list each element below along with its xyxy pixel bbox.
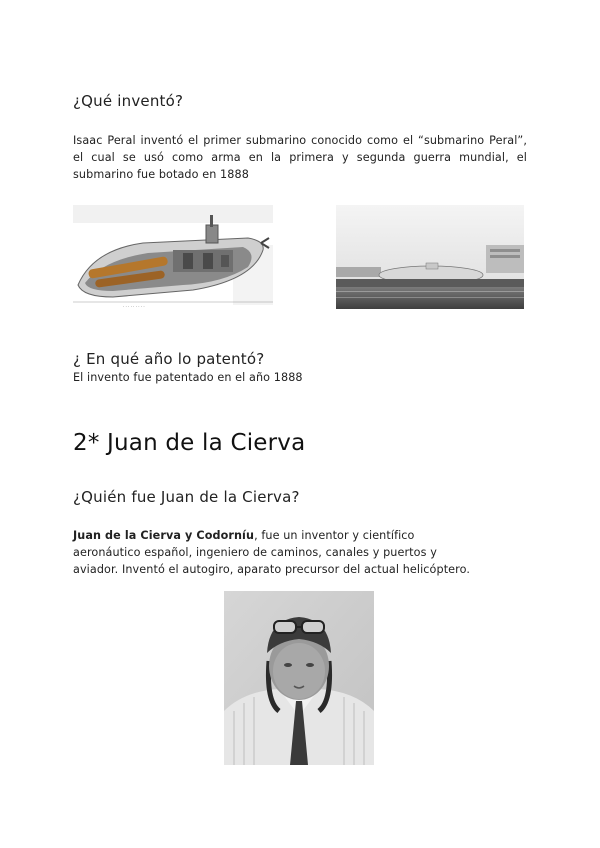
svg-text:· · · · · · · · ·: · · · · · · · · ·	[123, 304, 145, 309]
aviator-portrait	[224, 591, 374, 765]
name-bold: Juan de la Cierva y Codorníu	[73, 529, 255, 542]
question-who-was: ¿Quién fue Juan de la Cierva?	[73, 488, 300, 506]
question-patent-year: ¿ En qué año lo patentó?	[73, 350, 265, 368]
submarine-harbor-photo	[336, 205, 524, 309]
paragraph-rest: , fue un inventor y científico aeronáutico español, ingeniero de caminos, canales y puertos y aviador. Inventó el autogiro, aparato precursor del actual helicóptero.	[73, 529, 471, 576]
paragraph-cierva	[73, 527, 483, 578]
question-what-invented: ¿Qué inventó?	[73, 92, 184, 110]
section-title-juan-de-la-cierva: 2* Juan de la Cierva	[73, 430, 306, 456]
paragraph-peral: Isaac Peral inventó el primer submarino conocido como el “submarino Peral”, el cual se usó como arma en la primera y segunda guerra mundial, el submarino fue botado en 1888	[73, 134, 527, 181]
answer-patent-year: El invento fue patentado en el año 1888	[73, 371, 303, 384]
submarine-cutaway-image	[73, 205, 273, 310]
